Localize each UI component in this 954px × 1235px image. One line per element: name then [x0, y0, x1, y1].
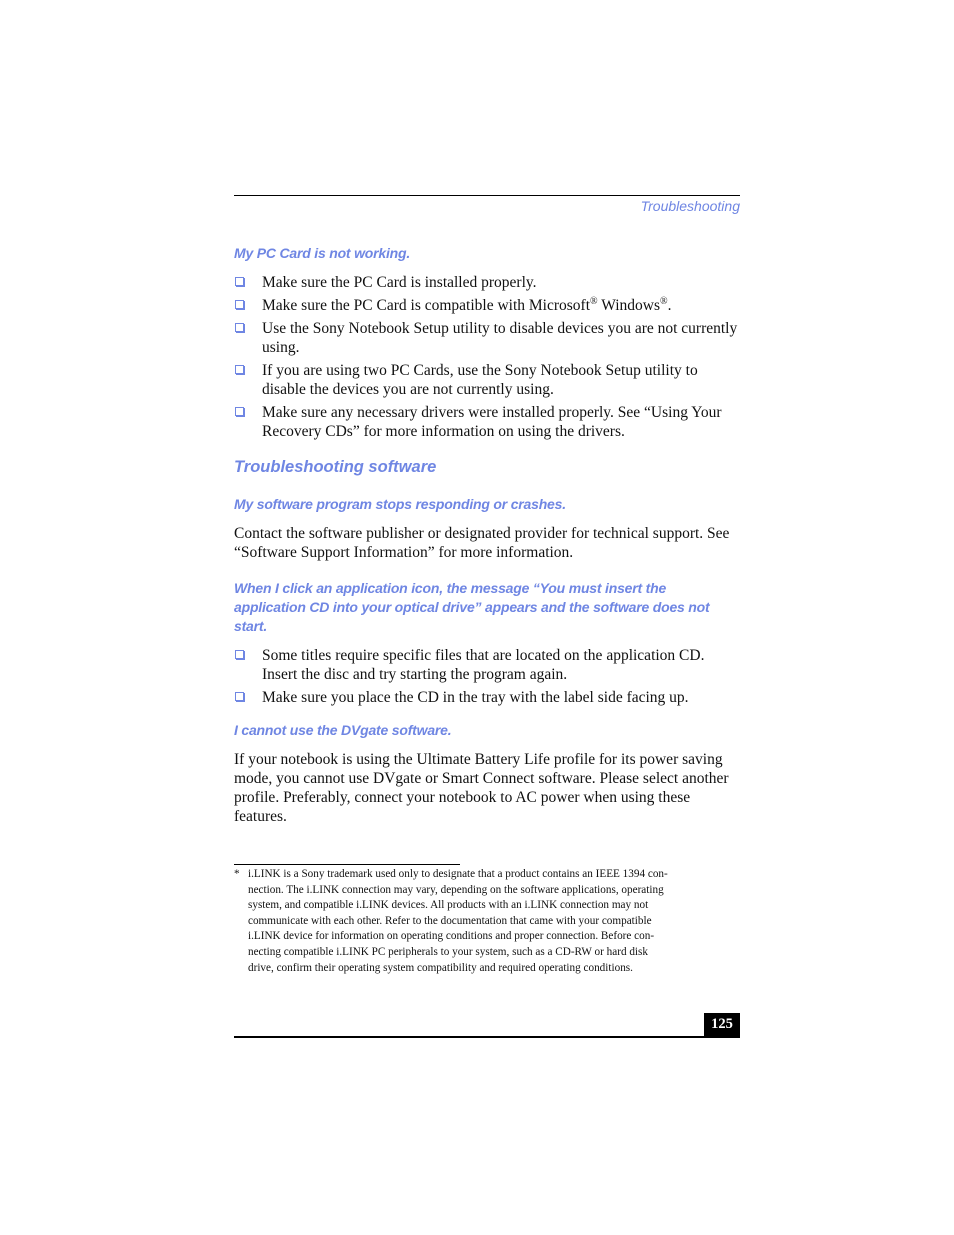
- footnote-line: necting compatible i.LINK PC peripherals to your system, such as a CD-RW or hard disk: [248, 945, 648, 958]
- checkbox-bullet-icon: [235, 407, 244, 416]
- footnote-line: communicate with each other. Refer to the documentation that came with your compatible: [248, 914, 652, 927]
- crash-heading: My software program stops responding or crashes.: [234, 496, 566, 512]
- list-item: [234, 273, 740, 292]
- footnote-line: system, and compatible i.LINK devices. All products with an i.LINK connection may not: [248, 899, 649, 912]
- page-number: 125: [704, 1013, 740, 1037]
- footnote-line: nection. The i.LINK connection may vary, depending on the software applications, operating: [248, 883, 664, 896]
- list-item-text: Use the Sony Notebook Setup utility to disable devices you are not currently using.: [262, 320, 738, 356]
- footnote-line: i.LINK is a Sony trademark used only to designate that a product contains an IEEE 1394 con-: [248, 868, 668, 880]
- footnote: [234, 867, 724, 976]
- list-item-text: Make sure the PC Card is installed properly.: [262, 274, 537, 291]
- checkbox-bullet-icon: [235, 650, 244, 659]
- dvgate-heading: I cannot use the DVgate software.: [234, 722, 452, 738]
- footer-rule: [234, 1036, 740, 1038]
- footnote-marker: *: [234, 868, 240, 880]
- pc-card-list: [234, 273, 740, 441]
- checkbox-bullet-icon: [235, 277, 244, 286]
- checkbox-bullet-icon: [235, 365, 244, 374]
- list-item: [234, 688, 740, 707]
- checkbox-bullet-icon: [235, 323, 244, 332]
- checkbox-bullet-icon: [235, 692, 244, 701]
- footnote-text: [248, 867, 724, 976]
- insert-cd-heading: When I click an application icon, the message “You must insert the application CD into your optical drive” appears and the software does not start.: [234, 580, 710, 634]
- list-item: [234, 403, 740, 441]
- list-item: [234, 361, 740, 399]
- header-rule: [234, 195, 740, 196]
- page-content: [234, 244, 740, 826]
- running-head: Troubleshooting: [640, 198, 740, 214]
- list-item-text: Some titles require specific files that are located on the application CD. Insert the disc and try starting the program again.: [262, 647, 705, 683]
- list-item: [234, 646, 740, 684]
- footnote-line: drive, confirm their operating system compatibility and required operating conditions.: [248, 961, 633, 974]
- list-item: [234, 319, 740, 357]
- pc-card-heading: My PC Card is not working.: [234, 245, 411, 261]
- section-title: Troubleshooting software: [234, 458, 437, 476]
- list-item: [234, 296, 740, 315]
- list-item-text: If you are using two PC Cards, use the Sony Notebook Setup utility to disable the devices you are not currently using.: [262, 362, 698, 398]
- list-item-text: Make sure any necessary drivers were installed properly. See “Using Your Recovery CDs” for more information on using the drivers.: [262, 404, 722, 440]
- dvgate-body: If your notebook is using the Ultimate Battery Life profile for its power saving mode, you cannot use DVgate or Smart Connect software. Please select another profile. Preferably, connect your notebook to AC power when using these features.: [234, 751, 729, 825]
- checkbox-bullet-icon: [235, 300, 244, 309]
- footnote-rule: [234, 864, 460, 865]
- crash-body: Contact the software publisher or designated provider for technical support. See “Software Support Information” for more information.: [234, 525, 730, 561]
- list-item-text: Make sure the PC Card is compatible with Microsoft® Windows®.: [262, 295, 672, 314]
- list-item-text: Make sure you place the CD in the tray with the label side facing up.: [262, 689, 689, 706]
- insert-cd-list: [234, 646, 740, 707]
- footnote-line: i.LINK device for information on operating conditions and proper connection. Before con-: [248, 930, 655, 943]
